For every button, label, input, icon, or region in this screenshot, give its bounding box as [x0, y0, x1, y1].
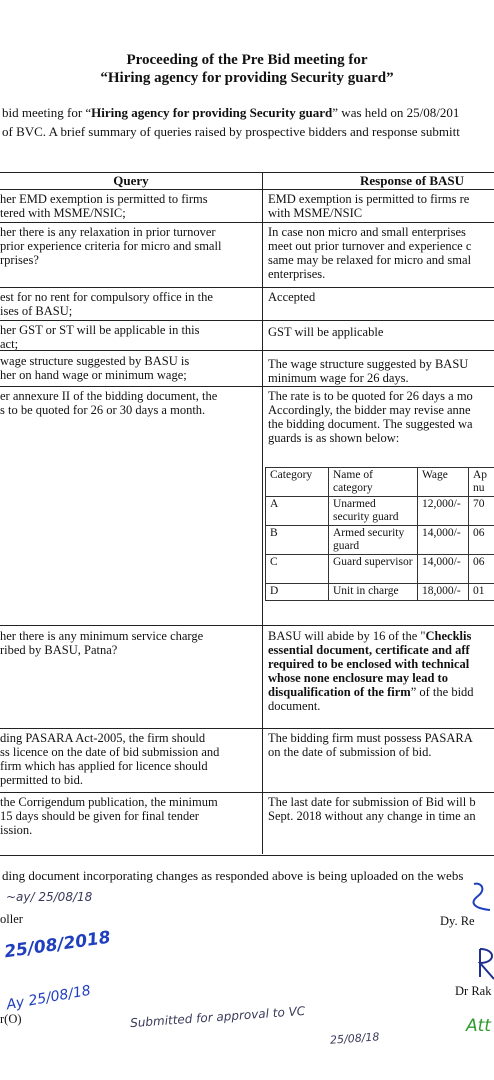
handwritten-note: Submitted for approval to VC: [129, 1003, 306, 1031]
table-row-response: GST will be applicable: [268, 325, 384, 339]
table-row-response: The wage structure suggested by BASU minimum wage for 26 days.: [268, 357, 469, 385]
table-row-response: The last date for submission of Bid will b Sept. 2018 without any change in time an: [268, 795, 476, 823]
table-row-query: ding PASARA Act-2005, the firm should ss licence on the date of bid submission and firm which has applied for licence should permitted to bid.: [0, 731, 220, 787]
wage-header-name: Name of category: [329, 468, 418, 497]
table-row-response: EMD exemption is permitted to firms re with MSME/NSIC: [268, 192, 470, 220]
table-row: A Unarmed security guard 12,000/- 70: [266, 497, 494, 526]
table-row-query: est for no rent for compulsory office in the ises of BASU;: [0, 290, 213, 318]
signature-mark-dark: [474, 945, 494, 985]
table-row-response: BASU will abide by 16 of the "Checklis essential document, certificate and aff required to be enclosed with technical whose none enclosure may lead to disqualification of the firm” of the bidd document.: [268, 629, 474, 713]
controller-role: oller: [0, 912, 23, 926]
handwritten-note-date: 25/08/18: [329, 1030, 380, 1047]
table-row-response: In case non micro and small enterprises meet out prior turnover and experience c same may be relaxed for micro and smal enterprises.: [268, 225, 472, 281]
document-title-line1: Proceeding of the Pre Bid meeting for: [126, 52, 368, 68]
table-row-query: wage structure suggested by BASU is her on hand wage or minimum wage;: [0, 354, 190, 382]
table-row-response: Accepted: [268, 290, 316, 304]
table-row-query: er annexure II of the bidding document, the s to be quoted for 26 or 30 days a month.: [0, 389, 218, 417]
wage-header-category: Category: [266, 468, 329, 497]
response-column-header: Response of BASU: [360, 174, 465, 188]
footer-note: ding document incorporating changes as responded above is being uploaded on the webs: [2, 868, 464, 883]
signatory-name: Dr Rak: [455, 984, 492, 998]
deputy-registrar-role: Dy. Re: [440, 914, 475, 928]
handwritten-initials: ~ay/ 25/08/18: [6, 890, 93, 904]
wage-table-header-row: [266, 468, 494, 497]
table-row-query: the Corrigendum publication, the minimum 15 days should be given for final tender ission.: [0, 795, 218, 837]
table-row-query: her there is any minimum service charge ribed by BASU, Patna?: [0, 629, 204, 657]
intro-paragraph: bid meeting for “Hiring agency for providing Security guard” was held on 25/08/201 of BVC. A brief summary of queries raised by prospective bidders and response submitt: [2, 105, 460, 139]
handwritten-date: 25/08/2018: [3, 927, 112, 963]
table-row-query: her there is any relaxation in prior turnover prior experience criteria for micro and small rprises?: [0, 225, 222, 267]
wage-header-wage: Wage: [418, 468, 469, 497]
officer-role: r(O): [0, 1012, 22, 1026]
table-row-query: her GST or ST will be applicable in this act;: [0, 323, 200, 351]
handwritten-initials-2: Ay 25/08/18: [5, 982, 92, 1014]
table-row: D Unit in charge 18,000/- 01: [266, 584, 494, 601]
table-row: B Armed security guard 14,000/- 06: [266, 526, 494, 555]
wage-structure-table: [265, 467, 494, 601]
table-row-response: The rate is to be quoted for 26 days a mo Accordingly, the bidder may revise anne the bidding document. The suggested wa guards is as shown below:: [268, 389, 473, 445]
wage-header-number: Ap nu: [469, 468, 494, 497]
document-title-line2: “Hiring agency for providing Security guard”: [100, 70, 394, 86]
green-initials: Att: [466, 1016, 491, 1036]
table-row-response: The bidding firm must possess PASARA on the date of submission of bid.: [268, 731, 473, 759]
query-column-header: Query: [113, 174, 149, 188]
signature-mark-blue: [468, 880, 494, 912]
table-row-query: her EMD exemption is permitted to firms tered with MSME/NSIC;: [0, 192, 208, 220]
table-row: C Guard supervisor 14,000/- 06: [266, 555, 494, 584]
